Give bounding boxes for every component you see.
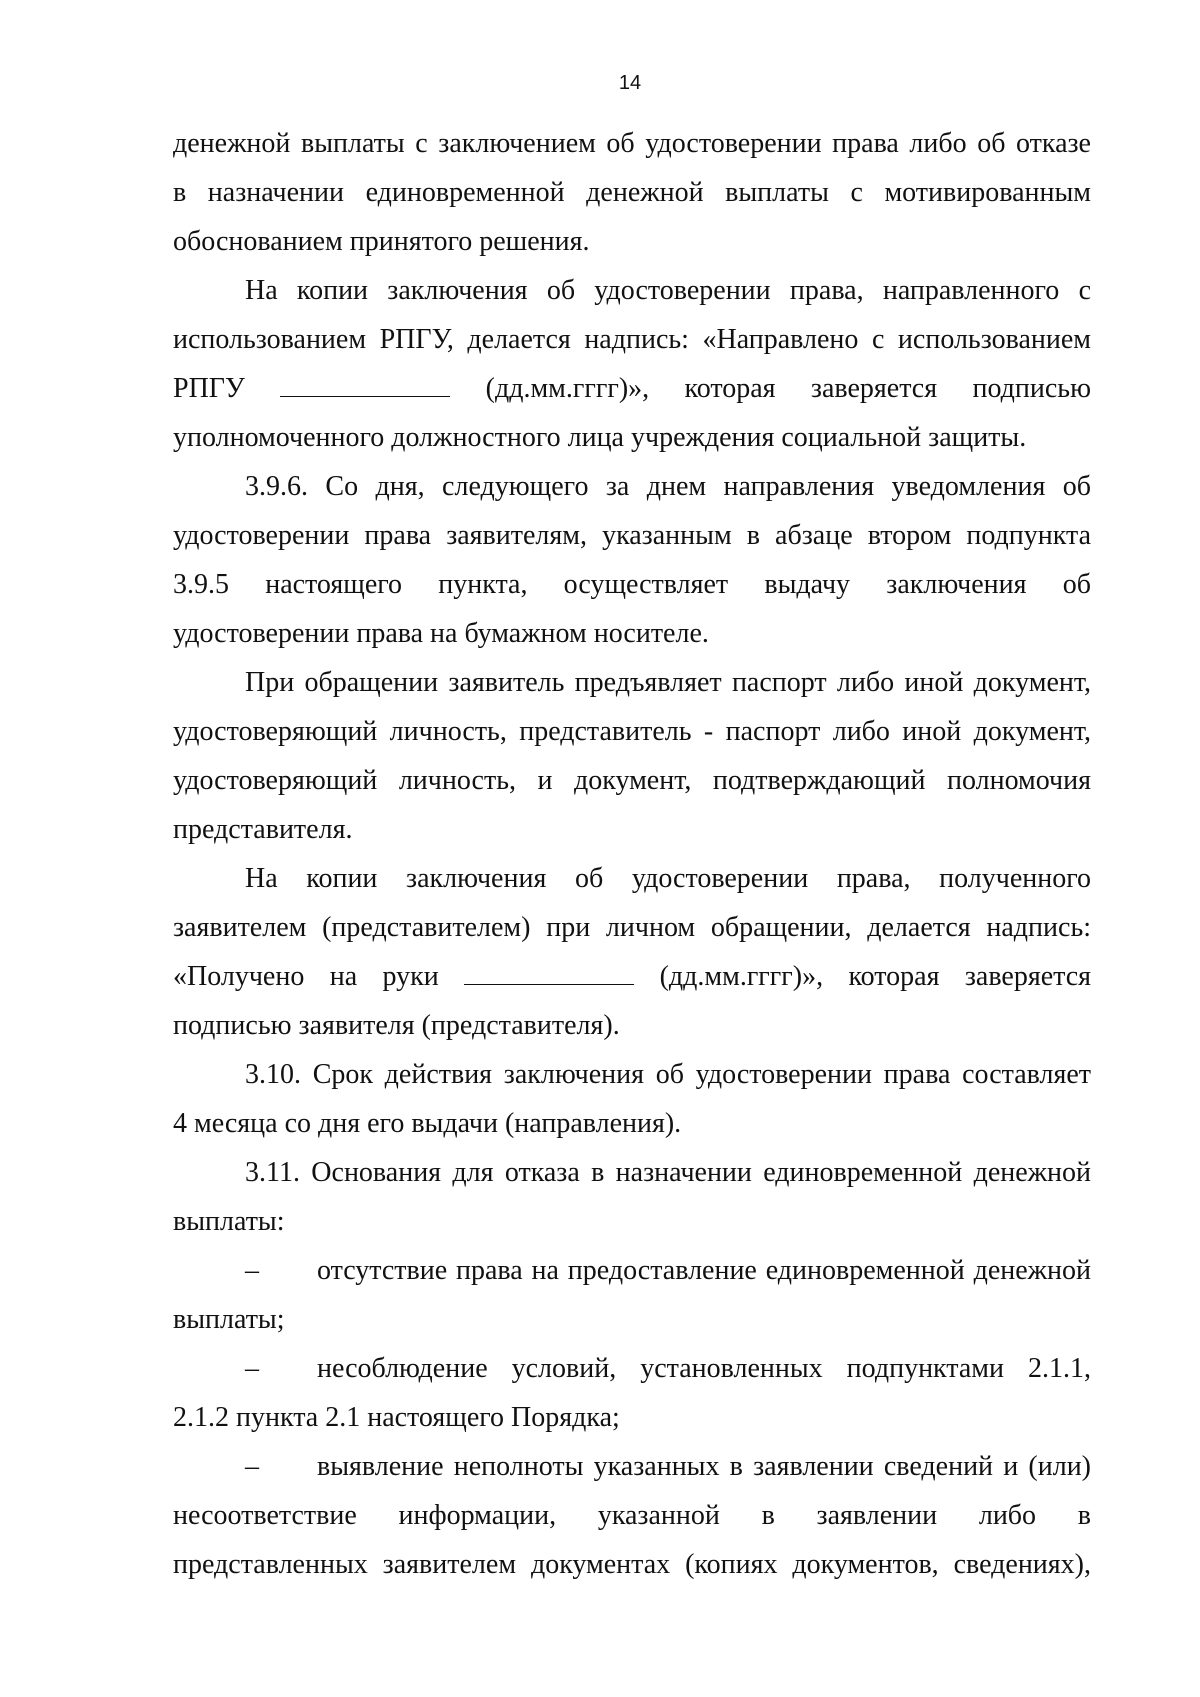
line-text: выявление неполноты указанных в заявлении сведений и (или) [317, 1451, 1091, 1482]
dash-bullet: – [245, 1255, 259, 1286]
text-line: 3.11. Основания для отказа в назначении единовременной денежной [245, 1157, 1091, 1188]
dash-bullet: – [245, 1353, 259, 1384]
text-line: представленных заявителем документах (копиях документов, сведениях), [173, 1549, 1091, 1580]
text-line: выплаты; [173, 1304, 285, 1335]
text-line: На копии заключения об удостоверении права, направленного с [245, 275, 1091, 306]
paragraph [173, 266, 1091, 462]
signature-blank-line [464, 962, 634, 985]
text-line: представителя. [173, 814, 353, 845]
line-text: «Получено на руки [173, 961, 439, 992]
text-line [173, 952, 1091, 1001]
text-line: 4 месяца со дня его выдачи (направления). [173, 1108, 682, 1139]
text-line: уполномоченного должностного лица учреждения социальной защиты. [173, 422, 1027, 453]
line-text: (дд.мм.гггг)», которая заверяется [659, 961, 1092, 992]
text-line [173, 364, 1091, 413]
text-line: 3.9.5 настоящего пункта, осуществляет выдачу заключения об [173, 569, 1091, 600]
text-line: заявителем (представителем) при личном обращении, делается надпись: [173, 912, 1091, 943]
line-text: РПГУ [173, 373, 245, 404]
text-line: денежной выплаты с заключением об удостоверении права либо об отказе [173, 128, 1091, 159]
text-line: При обращении заявитель предъявляет паспорт либо иной документ, [245, 667, 1091, 698]
dash-list-item [173, 1344, 1091, 1442]
signature-blank-line [280, 374, 450, 397]
paragraph [173, 854, 1091, 1050]
document-body [173, 119, 1091, 1589]
page-number: 14 [618, 72, 642, 94]
text-line: выплаты: [173, 1206, 285, 1237]
text-line: использованием РПГУ, делается надпись: «Направлено с использованием [173, 324, 1091, 355]
line-text: отсутствие права на предоставление единовременной денежной [317, 1255, 1091, 1286]
text-line: 3.9.6. Со дня, следующего за днем направления уведомления об [245, 471, 1091, 502]
text-line: На копии заключения об удостоверении права, полученного [245, 863, 1091, 894]
text-line: удостоверяющий личность, представитель - паспорт либо иной документ, [173, 716, 1091, 747]
text-line: обоснованием принятого решения. [173, 226, 590, 257]
dash-list-item [173, 1246, 1091, 1344]
text-line: в назначении единовременной денежной выплаты с мотивированным [173, 177, 1091, 208]
dash-bullet: – [245, 1451, 259, 1482]
line-text: (дд.мм.гггг)», которая заверяется подписью [485, 373, 1091, 404]
line-text: несоблюдение условий, установленных подпунктами 2.1.1, [317, 1353, 1091, 1384]
text-line: удостоверяющий личность, и документ, подтверждающий полномочия [173, 765, 1091, 796]
paragraph [173, 1050, 1091, 1148]
paragraph [173, 1148, 1091, 1246]
paragraph [173, 658, 1091, 854]
text-line: удостоверении права заявителям, указанным в абзаце втором подпункта [173, 520, 1091, 551]
paragraph [173, 119, 1091, 266]
text-line: 2.1.2 пункта 2.1 настоящего Порядка; [173, 1402, 620, 1433]
text-line: 3.10. Срок действия заключения об удостоверении права составляет [245, 1059, 1091, 1090]
text-line: удостоверении права на бумажном носителе. [173, 618, 709, 649]
paragraph [173, 462, 1091, 658]
text-line: подписью заявителя (представителя). [173, 1010, 620, 1041]
dash-list-item [173, 1442, 1091, 1589]
text-line: несоответствие информации, указанной в заявлении либо в [173, 1500, 1091, 1531]
